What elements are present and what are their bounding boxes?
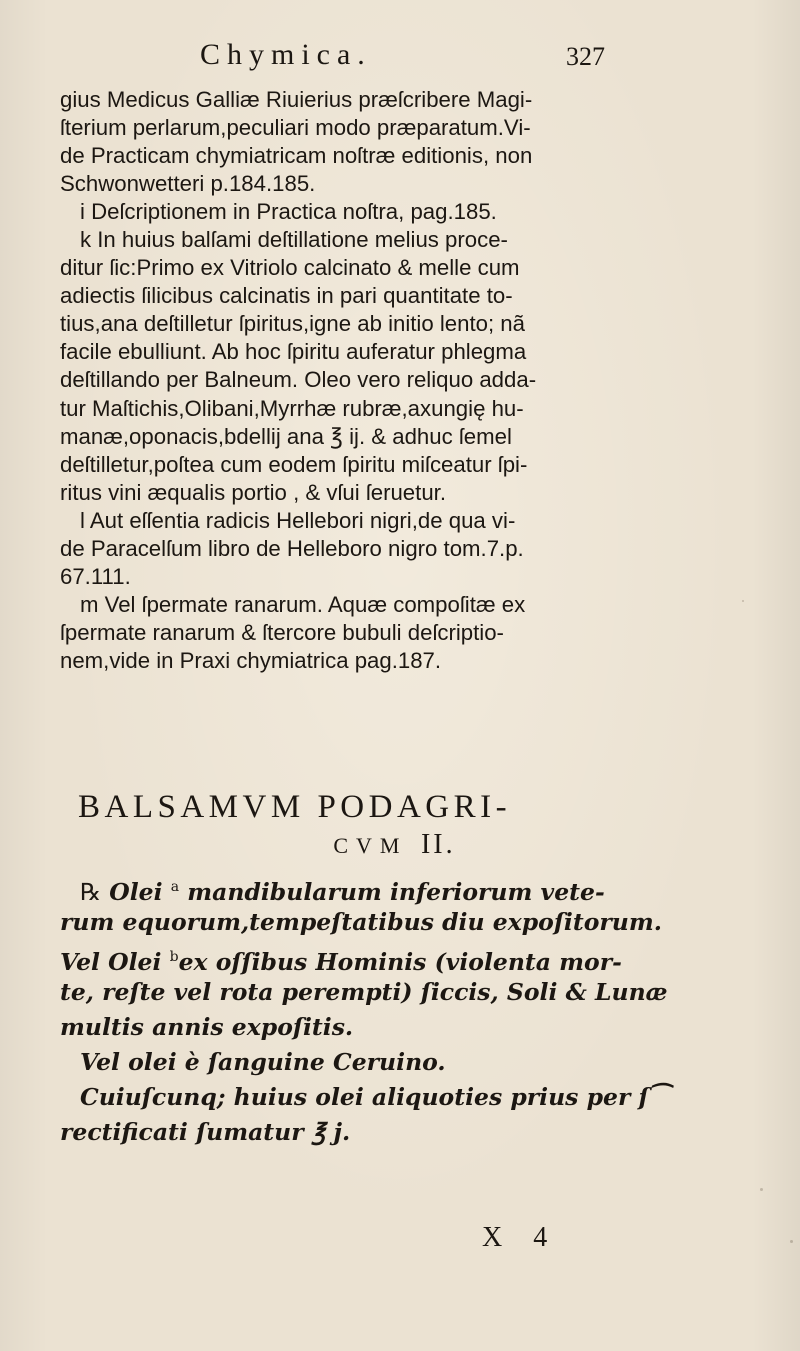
page-header [0,38,800,78]
text-line: facile ebulliunt. Ab hoc ſpiritu auferatur phlegma [60,339,527,365]
recipe-fragment: Olei [101,878,171,906]
signature-mark: X 4 [482,1222,560,1253]
note-l-line: l Aut eſſentia radicis Hellebori nigri,de qua vi- [80,507,516,533]
recipe-line: Vel olei è ſanguine Ceruino. [80,1048,446,1076]
text-line: de Paracelſum libro de Helleboro nigro tom.7.p. [60,535,524,561]
footnote-marker: b [169,949,179,965]
text-line: nem,vide in Praxi chymiatrica pag.187. [60,647,442,673]
text-line: de Practicam chymiatricam noſtræ editionis, non [60,143,533,169]
footnote-marker: a [170,879,180,895]
recipe-line: rum equorum,tempeſtatibus diu expoſitorum. [60,908,662,936]
text-line: tur Maſtichis,Olibani,Myrrhæ rubræ,axungię hu- [60,395,524,421]
note-i-line: i Deſcriptionem in Practica noſtra, pag.185. [80,199,497,225]
recipe-line [60,870,780,905]
recipe-line: Cuiuſcunq; huius olei aliquoties prius per ſ⁀ [80,1083,668,1111]
recipe-line: rectificati ſumatur ℥ j. [60,1118,351,1146]
recipe-fragment: mandibularum inferiorum vete- [179,878,605,906]
subtitle-roman-numeral: II. [420,829,456,860]
paper-speck [790,1240,793,1243]
recipe-fragment: ex oſſibus Hominis (violenta mor- [178,948,622,976]
notes-paragraphs [60,86,765,675]
text-line: ditur ſic:Primo ex Vitriolo calcinato & melle cum [60,255,520,281]
page-number: 327 [566,42,605,71]
section-heading [60,789,765,863]
recipe-line: te, reſte vel rota perempti) ſiccis, Soli & Lunæ [60,978,668,1006]
recipe-fragment: Vel Olei [60,948,170,976]
text-line: deſtilletur,poſtea cum eodem ſpiritu miſceatur ſpi- [60,451,528,477]
subtitle-letters: CVM [333,833,408,858]
text-line: ſpermate ranarum & ſtercore bubuli deſcriptio- [60,619,504,645]
paper-speck [742,600,744,602]
text-line: ritus vini æqualis portio , & vſui ſeruetur. [60,479,446,505]
text-line: ſterium perlarum,peculiari modo præparatum.Vi- [60,115,531,141]
text-line: gius Medicus Galliæ Riuierius præſcribere Magi- [60,87,533,112]
note-m-line: m Vel ſpermate ranarum. Aquæ compoſitæ ex [80,591,526,617]
recipe-line: multis annis expoſitis. [60,1013,354,1041]
note-k-line: k In huius balſami deſtillatione melius proce- [80,227,508,253]
recipe-symbol-icon: ℞ [80,878,102,906]
recipe-text [60,870,780,1150]
section-subtitle [60,829,765,863]
paper-speck [760,1188,763,1191]
running-head: Chymica. [200,38,372,71]
text-line: manæ,oponacis,bdellij ana ℥ ij. & adhuc ſemel [60,423,512,449]
text-line: tius,ana deſtilletur ſpiritus,igne ab initio lento; nã [60,311,525,337]
recipe-line [60,940,780,975]
section-title: BALSAMVM PODAGRI- [78,789,512,825]
text-line: deſtillando per Balneum. Oleo vero reliquo adda- [60,367,537,393]
text-line: 67.111. [60,563,131,589]
text-line: adiectis ſilicibus calcinatis in pari quantitate to- [60,283,513,309]
text-line: Schwonwetteri p.184.185. [60,171,316,197]
